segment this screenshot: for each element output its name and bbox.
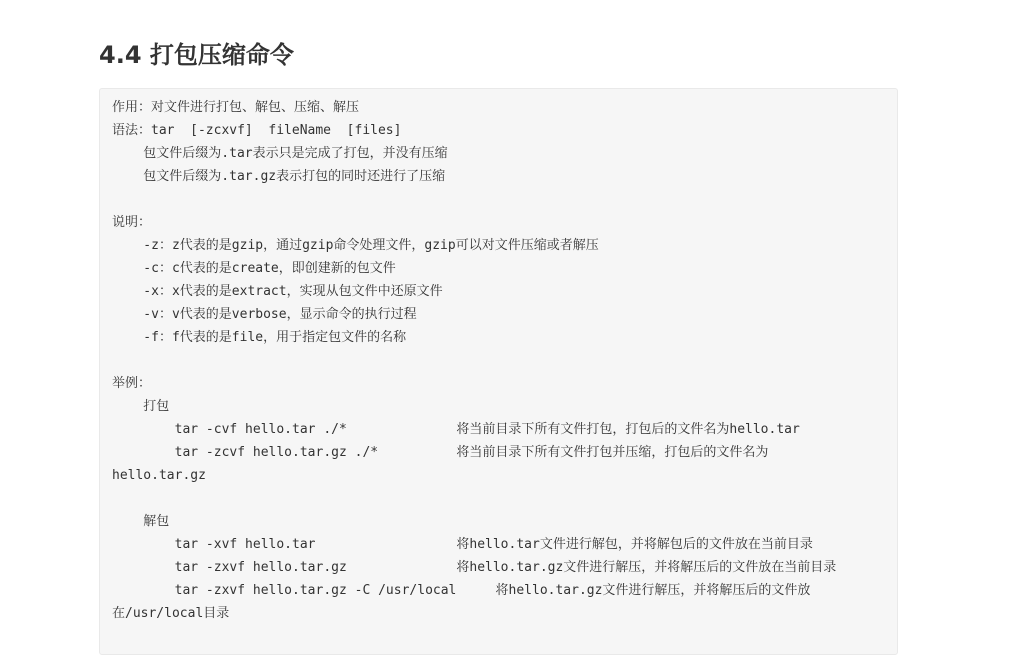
code-line: 解包: [112, 514, 170, 529]
code-line: -x：x代表的是extract，实现从包文件中还原文件: [112, 284, 443, 299]
code-line: tar -cvf hello.tar ./* 将当前目录下所有文件打包，打包后的文件名为hello.tar: [112, 422, 800, 437]
code-line: [112, 188, 897, 211]
code-line: [112, 349, 897, 372]
code-line: 说明：: [112, 215, 152, 230]
code-line: tar -zxvf hello.tar.gz -C /usr/local 将hello.tar.gz文件进行解压，并将解压后的文件放: [112, 583, 811, 598]
code-line: tar -xvf hello.tar 将hello.tar文件进行解包，并将解包后的文件放在当前目录: [112, 537, 813, 552]
code-line: -v：v代表的是verbose，显示命令的执行过程: [112, 307, 417, 322]
code-line: 包文件后缀为.tar表示只是完成了打包，并没有压缩: [112, 146, 448, 161]
code-line: -f：f代表的是file，用于指定包文件的名称: [112, 330, 407, 345]
code-line: 打包: [112, 399, 170, 414]
code-line: 举例：: [112, 376, 152, 391]
code-line: 语法：tar [-zcxvf] fileName [files]: [112, 123, 402, 138]
code-line: hello.tar.gz: [112, 468, 206, 483]
code-line: tar -zcvf hello.tar.gz ./* 将当前目录下所有文件打包并压缩，打包后的文件名为: [112, 445, 769, 460]
code-line: 在/usr/local目录: [112, 606, 230, 621]
code-line: 作用：对文件进行打包、解包、压缩、解压: [112, 100, 360, 115]
code-line: [112, 487, 897, 510]
code-line: -z：z代表的是gzip，通过gzip命令处理文件，gzip可以对文件压缩或者解压: [112, 238, 599, 253]
code-block: [99, 88, 898, 655]
section-heading: 4.4 打包压缩命令: [99, 41, 294, 69]
code-line: tar -zxvf hello.tar.gz 将hello.tar.gz文件进行解压，并将解压后的文件放在当前目录: [112, 560, 837, 575]
code-line: 包文件后缀为.tar.gz表示打包的同时还进行了压缩: [112, 169, 446, 184]
code-line: -c：c代表的是create，即创建新的包文件: [112, 261, 396, 276]
